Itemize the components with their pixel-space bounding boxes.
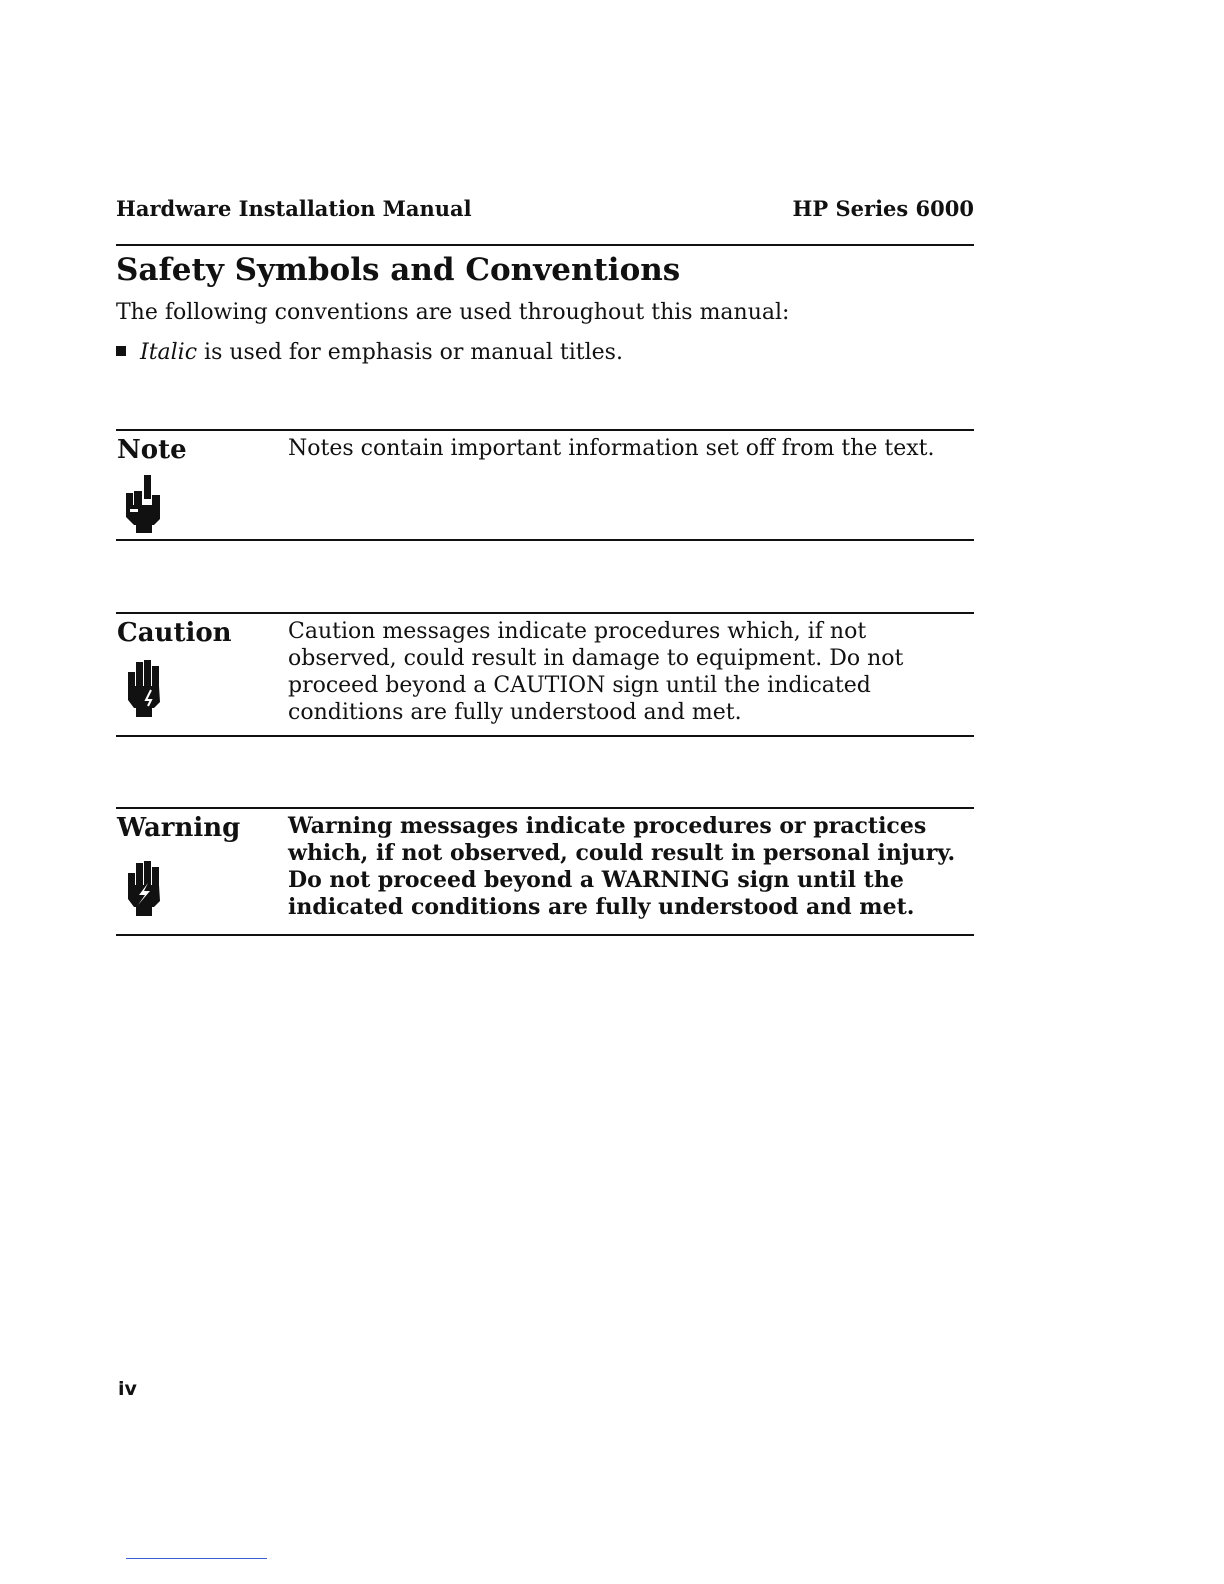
raised-hand-icon xyxy=(124,658,164,722)
raised-hand-lightning-icon xyxy=(124,859,164,921)
warning-label: Warning xyxy=(117,813,241,843)
note-label: Note xyxy=(117,435,187,465)
pointing-hand-icon xyxy=(124,475,164,537)
manual-title: Hardware Installation Manual xyxy=(116,196,472,221)
running-header xyxy=(116,196,974,226)
page-number: iv xyxy=(118,1378,137,1400)
warning-box xyxy=(116,807,974,936)
footer-rule xyxy=(126,1558,267,1559)
italic-word: Italic xyxy=(140,340,198,365)
bullet-item xyxy=(116,340,623,365)
note-box xyxy=(116,429,974,541)
bullet-text: is used for emphasis or manual titles. xyxy=(197,340,623,365)
intro-text: The following conventions are used throughout this manual: xyxy=(116,300,790,325)
caution-label: Caution xyxy=(117,618,232,648)
header-rule xyxy=(116,244,974,246)
caution-box xyxy=(116,612,974,737)
product-series: HP Series 6000 xyxy=(792,196,974,221)
manual-page xyxy=(116,0,974,1584)
warning-text: Warning messages indicate procedures or practices which, if not observed, could result in personal injury. Do not proceed beyond a WARNING sign until the indicated conditions are fully understood and met. xyxy=(288,813,956,920)
caution-text: Caution messages indicate procedures which, if not observed, could result in damage to equipment. Do not proceed beyond a CAUTION sign until the indicated conditions are fully understood and met. xyxy=(288,619,904,725)
page-title: Safety Symbols and Conventions xyxy=(116,252,681,288)
note-text: Notes contain important information set off from the text. xyxy=(288,436,935,461)
bullet-square-icon xyxy=(116,346,126,356)
